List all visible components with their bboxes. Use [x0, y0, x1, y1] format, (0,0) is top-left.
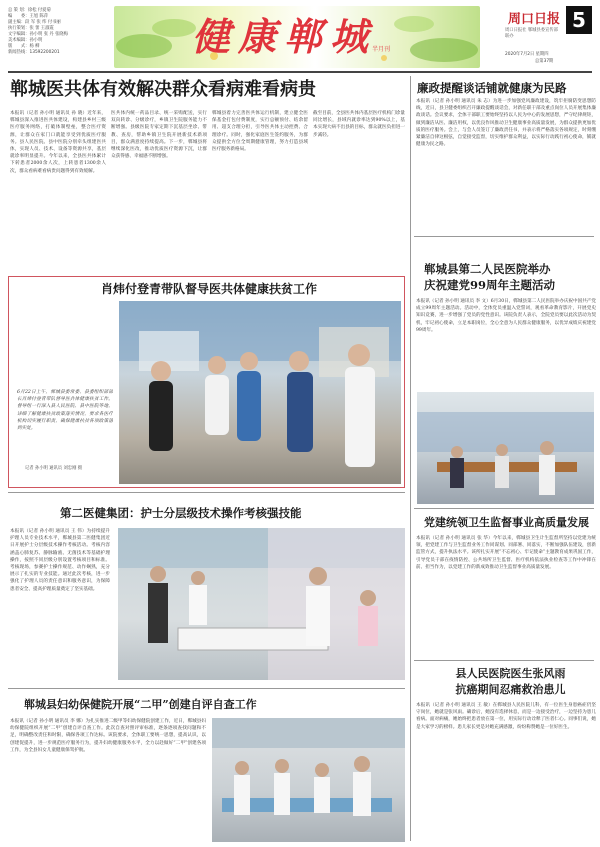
photo-feature-image	[119, 301, 401, 484]
photo-feature-title: 肖炜付登青带队督导医共体健康扶贫工作	[100, 282, 317, 296]
right-top-byline: 本报讯（记者 孙小明 通讯员 朱 志）	[416, 99, 493, 104]
group-of-people-icon	[119, 301, 401, 484]
right-mid-title-line1: 郸城县第二人民医院举办	[424, 262, 551, 276]
masthead-info-line: 总 策 划：徐松 付爱菊	[8, 8, 51, 13]
page-number: 5	[566, 6, 592, 34]
masthead-info-line: 文字编辑：孙小明 张 丹 张晓梅	[8, 32, 68, 37]
masthead-divider	[8, 71, 592, 73]
second-group-text: 为持续提升护理人员专业技术水平，郸城县第二医健集团近日开展护士分层级技术操作考核活动。考核内容涵盖心肺复苏、静脉输液、无菌技术等基础护理操作，按照不同层级分别设置考核项目和标准。考核现场，参赛护士操作规范、动作娴熟，充分展示了扎实的专业技能。通过此次考核，进一步强化了护理人员的责任意识和服务意识，为保障患者安全、提高护理质量奠定了坚实基础。	[10, 529, 110, 592]
right-lower-body	[416, 535, 596, 655]
bottom-left-text: 为扎实推进二级甲等妇幼保健院创建工作，近日，郸城县妇幼保健院组织开展“二甲”创建自评自查工作。此次自查对照评审标准，逐条逐项查找问题和不足，明确整改责任和时限，确保各项工作达标。该院要求，全体职工要统一思想，提高认识，以创建促提升，进一步规范医疗服务行为，提升妇幼健康服务水平，全力以赴做好“二甲”创建各项工作，为全县妇女儿童健康保驾护航。	[10, 719, 206, 753]
masthead-info-line: 美术编辑：孙小明	[8, 38, 43, 43]
masthead-info-line: 副主编：段 军 张 纬 付书丽	[8, 20, 61, 25]
section-divider	[414, 236, 594, 237]
banner-subtitle: 半月刊	[372, 46, 391, 53]
second-group-byline: 本报讯（记者 孙小明 通讯员 王 伟）	[10, 529, 87, 534]
second-group-body	[10, 528, 110, 682]
nursing-exam-scene-icon	[118, 528, 405, 680]
masthead-banner	[114, 6, 480, 68]
hospital-inspection-scene-icon	[212, 718, 405, 842]
bottom-left-title: 郸城县妇幼保健院开展“二甲”创建自评自查工作	[24, 698, 257, 711]
masthead-info-line: 编 委：王旭 陈萍	[8, 14, 49, 19]
photo-feature-box	[8, 276, 405, 488]
right-bottom-title-line1: 县人民医院医生张风雨	[455, 667, 566, 680]
right-mid-photo	[417, 392, 594, 504]
bottom-left-byline: 本报讯（记者 孙小明 通讯员 李 娜）	[10, 719, 86, 724]
section-divider	[414, 508, 594, 509]
masthead-info-line: 版 式：杨 柳	[8, 44, 40, 49]
right-bottom-title-line2: 抗癌期间忍痛救治患儿	[455, 683, 566, 696]
second-group-title: 第二医健集团：护士分层级技术操作考核强技能	[60, 506, 302, 520]
right-mid-body	[416, 298, 596, 388]
bottom-left-photo	[212, 718, 405, 842]
lead-article-title: 郸城医共体有效解决群众看病难看病贵	[10, 79, 316, 100]
right-lower-byline: 本报讯（记者 孙小明 通讯员 张 华）	[416, 536, 493, 541]
right-bottom-body	[416, 702, 596, 842]
banner-title: 健康郸城	[192, 14, 377, 59]
masthead-date: 2020年7月2日 星期四	[505, 52, 549, 57]
second-group-photo	[118, 528, 405, 680]
section-divider	[8, 688, 405, 689]
lead-article-column: 医共体内统一药品目录、统一采购配送，实行双向转诊、分级诊疗，乡镇卫生院服务能力不断增强。县级医院专家定期下沉基层坐诊、带教、查房，帮助乡镇卫生院开展新技术新项目，群众满意度持续提高。下一步，郸城县将继续深化医改，推动优质医疗资源下沉，让群众获得感、幸福感不断增强。	[111, 111, 207, 160]
masthead-info-line: 执行策划：张 蕾 王淑霞	[8, 26, 54, 31]
lead-article-column: 郸城县着力完善医共体运行机制，建立健全医保基金打包付费制度，实行总额预付、结余留用、超支合理分担，引导医共体主动控费、合理诊疗。同时，强化家庭医生签约服务，为群众提供全方位全周期健康管理，努力打造县域医疗服务新格局。	[212, 111, 308, 153]
section-divider	[414, 660, 594, 661]
masthead-issue: 总第37期	[535, 59, 554, 64]
right-bottom-text: 在郸城县人民医院儿科，有一位医生身患癌症仍坚守岗位，她就是张风雨。确诊后，她没有选择休息，而是一边接受治疗，一边坚持为患儿看病。面对病痛，她始终把患者放在第一位，用实际行动诠释了医者仁心。同事们说，她是大家学习的榜样。患儿家长更是对她充满感激，纷纷称赞她是一位好医生。	[416, 703, 596, 730]
paper-name: 周口日报	[508, 12, 561, 27]
right-top-body	[416, 98, 596, 232]
right-lower-text: 今年以来，郸城县卫生计生监督所坚持以党建为统领，把党建工作与卫生监督业务工作同谋划、同部署、同落实，不断加强队伍建设，创新监管方式，提升执法水平。该所扎实开展“不忘初心、牢记使命”主题教育成果巩固工作，引导党员干部在疫情防控、公共场所卫生监督、医疗机构依法执业检查等工作中冲锋在前、担当作为，以党建工作的新成效推动卫生监督事业高质量发展。	[416, 536, 596, 570]
right-top-text: 为进一步加强党风廉政建设，筑牢拒腐防变思想防线，近日，县卫健委组织召开廉政提醒谈话会，对新任职干部及重点岗位人员开展集体廉政谈话。会议要求，全体干部职工要始终坚持以人民为中心的发展思想，严守纪律规矩，做到廉洁从医、廉洁用权，以优良作风推动卫生健康事业高质量发展，为群众提供更加优质的医疗服务。会上，与会人员签订了廉政责任书，并表示将严格落实各项规定，时刻绷紧廉洁自律这根弦，自觉接受监督，切实维护群众利益，以实际行动践行初心使命，铺就健康为民之路。	[416, 99, 596, 148]
right-bottom-byline: 本报讯（记者 孙小明 通讯员 王 敏）	[416, 703, 493, 708]
bottom-left-body	[10, 718, 206, 842]
right-mid-text: 6月30日，郸城县第二人民医院举办庆祝中国共产党成立99周年主题活动。活动中，全体党员重温入党誓词，观看革命教育影片，开展党史知识竞赛，进一步增强了党员的党性意识。该院负责人表示，全院党员要以此次活动为契机，牢记初心使命，立足本职岗位，全心全意为人民群众健康服务，以优异成绩庆祝建党99周年。	[416, 299, 596, 333]
masthead-side-info: 周口日报社 郸城县委宣传部 联办	[505, 28, 558, 39]
section-divider	[8, 492, 405, 493]
right-mid-title-line2: 庆祝建党99周年主题活动	[424, 278, 556, 292]
masthead-left-info	[8, 8, 112, 68]
right-lower-title: 党建统领卫生监督事业高质量发展	[424, 516, 589, 529]
meeting-scene-icon	[417, 392, 594, 504]
column-divider	[410, 76, 411, 841]
right-mid-byline: 本报讯（记者 孙小明 通讯员 李 文）	[416, 299, 491, 304]
photo-feature-caption: 6月22日上午，郸城县委常委、县委组织部部长肖炜付登青带队督导医共体健康扶贫工作。督导组一行深入县人民医院、县中医院等地，详细了解健康扶贫政策落实情况，要求各医疗机构切实履行职责，确保健康扶贫各项政策落到实处。	[17, 390, 113, 432]
masthead-info-line: 新闻热线：13592200201	[8, 50, 60, 55]
lead-article-column	[10, 110, 106, 274]
photo-feature-credit: 记者 孙小明 通讯员 刘忠刚 摄	[25, 466, 83, 471]
right-top-title: 廉政提醒谈话铺就健康为民路	[417, 81, 567, 95]
lead-article-column: 截至目前，全县医共体内基层医疗机构门诊量同比增长，县域内就诊率达到90%以上，基本实现大病不出县的目标，群众就医负担进一步减轻。	[313, 111, 405, 138]
lead-text-col1: 近年来，郸城县深入推进医共体建设，构建县乡村三级医疗服务网络，打破体制壁垒，整合医疗资源，让群众在家门口就能享受到优质医疗服务。县人民医院、县中医院分别牵头组建医共体，实现人员、技术、设备等资源共享，基层就诊率明显提升。今年以来，全县医共体累计下转患者2000余人次，上转患者1300余人次，群众看病难看病贵问题得到有效缓解。	[10, 111, 106, 174]
lead-byline: 本报讯（记者 孙小明 通讯员 孙 晓）	[10, 111, 88, 116]
